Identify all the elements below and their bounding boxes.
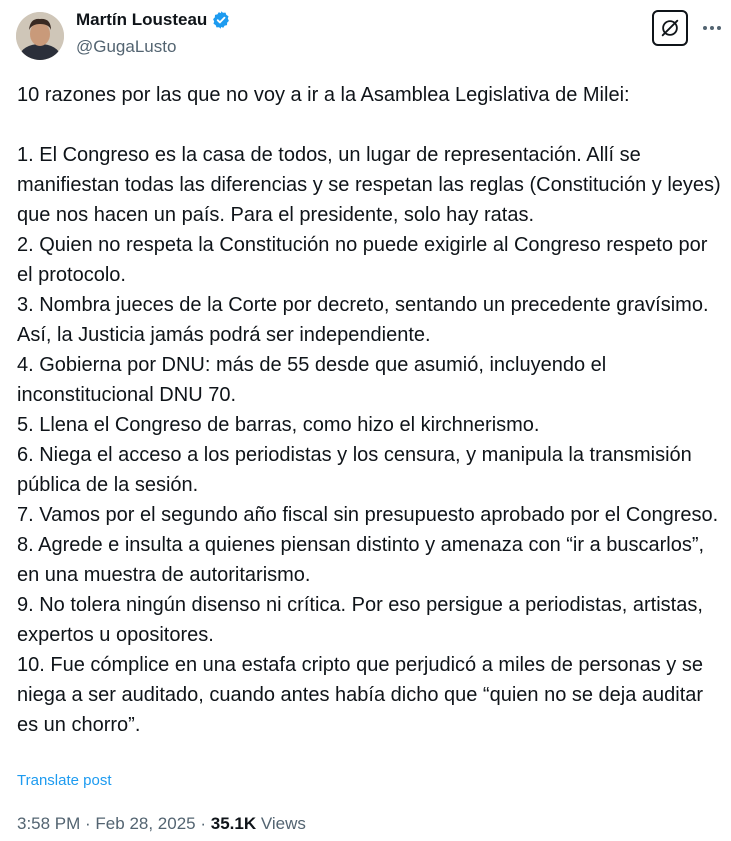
verified-badge-icon bbox=[211, 10, 231, 30]
avatar-image bbox=[16, 12, 64, 60]
list-item: 8. Agrede e insulta a quienes piensan distinto y amenaza con “ir a buscarlos”, en una muestra de autoritarismo. bbox=[17, 534, 705, 586]
meta-separator: · bbox=[195, 814, 211, 833]
list-item: 4. Gobierna por DNU: más de 55 desde que asumió, incluyendo el inconstitucional DNU 70. bbox=[17, 354, 607, 406]
author-name-row bbox=[76, 10, 231, 30]
views-label: Views bbox=[256, 814, 306, 833]
translate-post-link[interactable]: Translate post bbox=[17, 772, 112, 789]
post-intro: 10 razones por las que no voy a ir a la Asamblea Legislativa de Milei: bbox=[17, 84, 630, 106]
list-item: 1. El Congreso es la casa de todos, un lugar de representación. Allí se manifiestan todas las diferencias y se respetan las reglas (Constitución y leyes) que nos hacen un país. Para el presidente, solo hay ratas. bbox=[17, 144, 721, 226]
list-item: 10. Fue cómplice en una estafa cripto que perjudicó a miles de personas y se niega a ser auditado, cuando antes había dicho que “quien no se deja auditar es un chorro”. bbox=[17, 654, 704, 736]
author-handle[interactable]: @GugaLusto bbox=[76, 37, 177, 56]
grok-icon bbox=[659, 17, 681, 39]
paragraph-gap bbox=[17, 110, 722, 140]
list-item: 2. Quien no respeta la Constitución no puede exigirle al Congreso respeto por el protocolo. bbox=[17, 234, 708, 286]
views-count: 35.1K bbox=[210, 814, 257, 833]
more-icon bbox=[702, 25, 722, 31]
post-meta bbox=[17, 814, 306, 834]
meta-separator: · bbox=[80, 814, 96, 833]
more-options-button[interactable] bbox=[700, 16, 724, 40]
list-item: 5. Llena el Congreso de barras, como hizo el kirchnerismo. bbox=[17, 414, 540, 436]
avatar[interactable] bbox=[16, 12, 64, 60]
list-item: 6. Niega el acceso a los periodistas y los censura, y manipula la transmisión pública de la sesión. bbox=[17, 444, 692, 496]
list-item: 7. Vamos por el segundo año fiscal sin presupuesto aprobado por el Congreso. bbox=[17, 504, 719, 526]
post-text bbox=[17, 80, 722, 740]
post-date[interactable]: Feb 28, 2025 bbox=[95, 814, 196, 833]
author-name[interactable]: Martín Lousteau bbox=[76, 10, 208, 29]
grok-button[interactable] bbox=[652, 10, 688, 46]
list-item: 3. Nombra jueces de la Corte por decreto, sentando un precedente gravísimo. Así, la Justicia jamás podrá ser independiente. bbox=[17, 294, 709, 346]
list-item: 9. No tolera ningún disenso ni crítica. Por eso persigue a periodistas, artistas, expertos u opositores. bbox=[17, 594, 703, 646]
post-time[interactable]: 3:58 PM bbox=[17, 814, 81, 833]
